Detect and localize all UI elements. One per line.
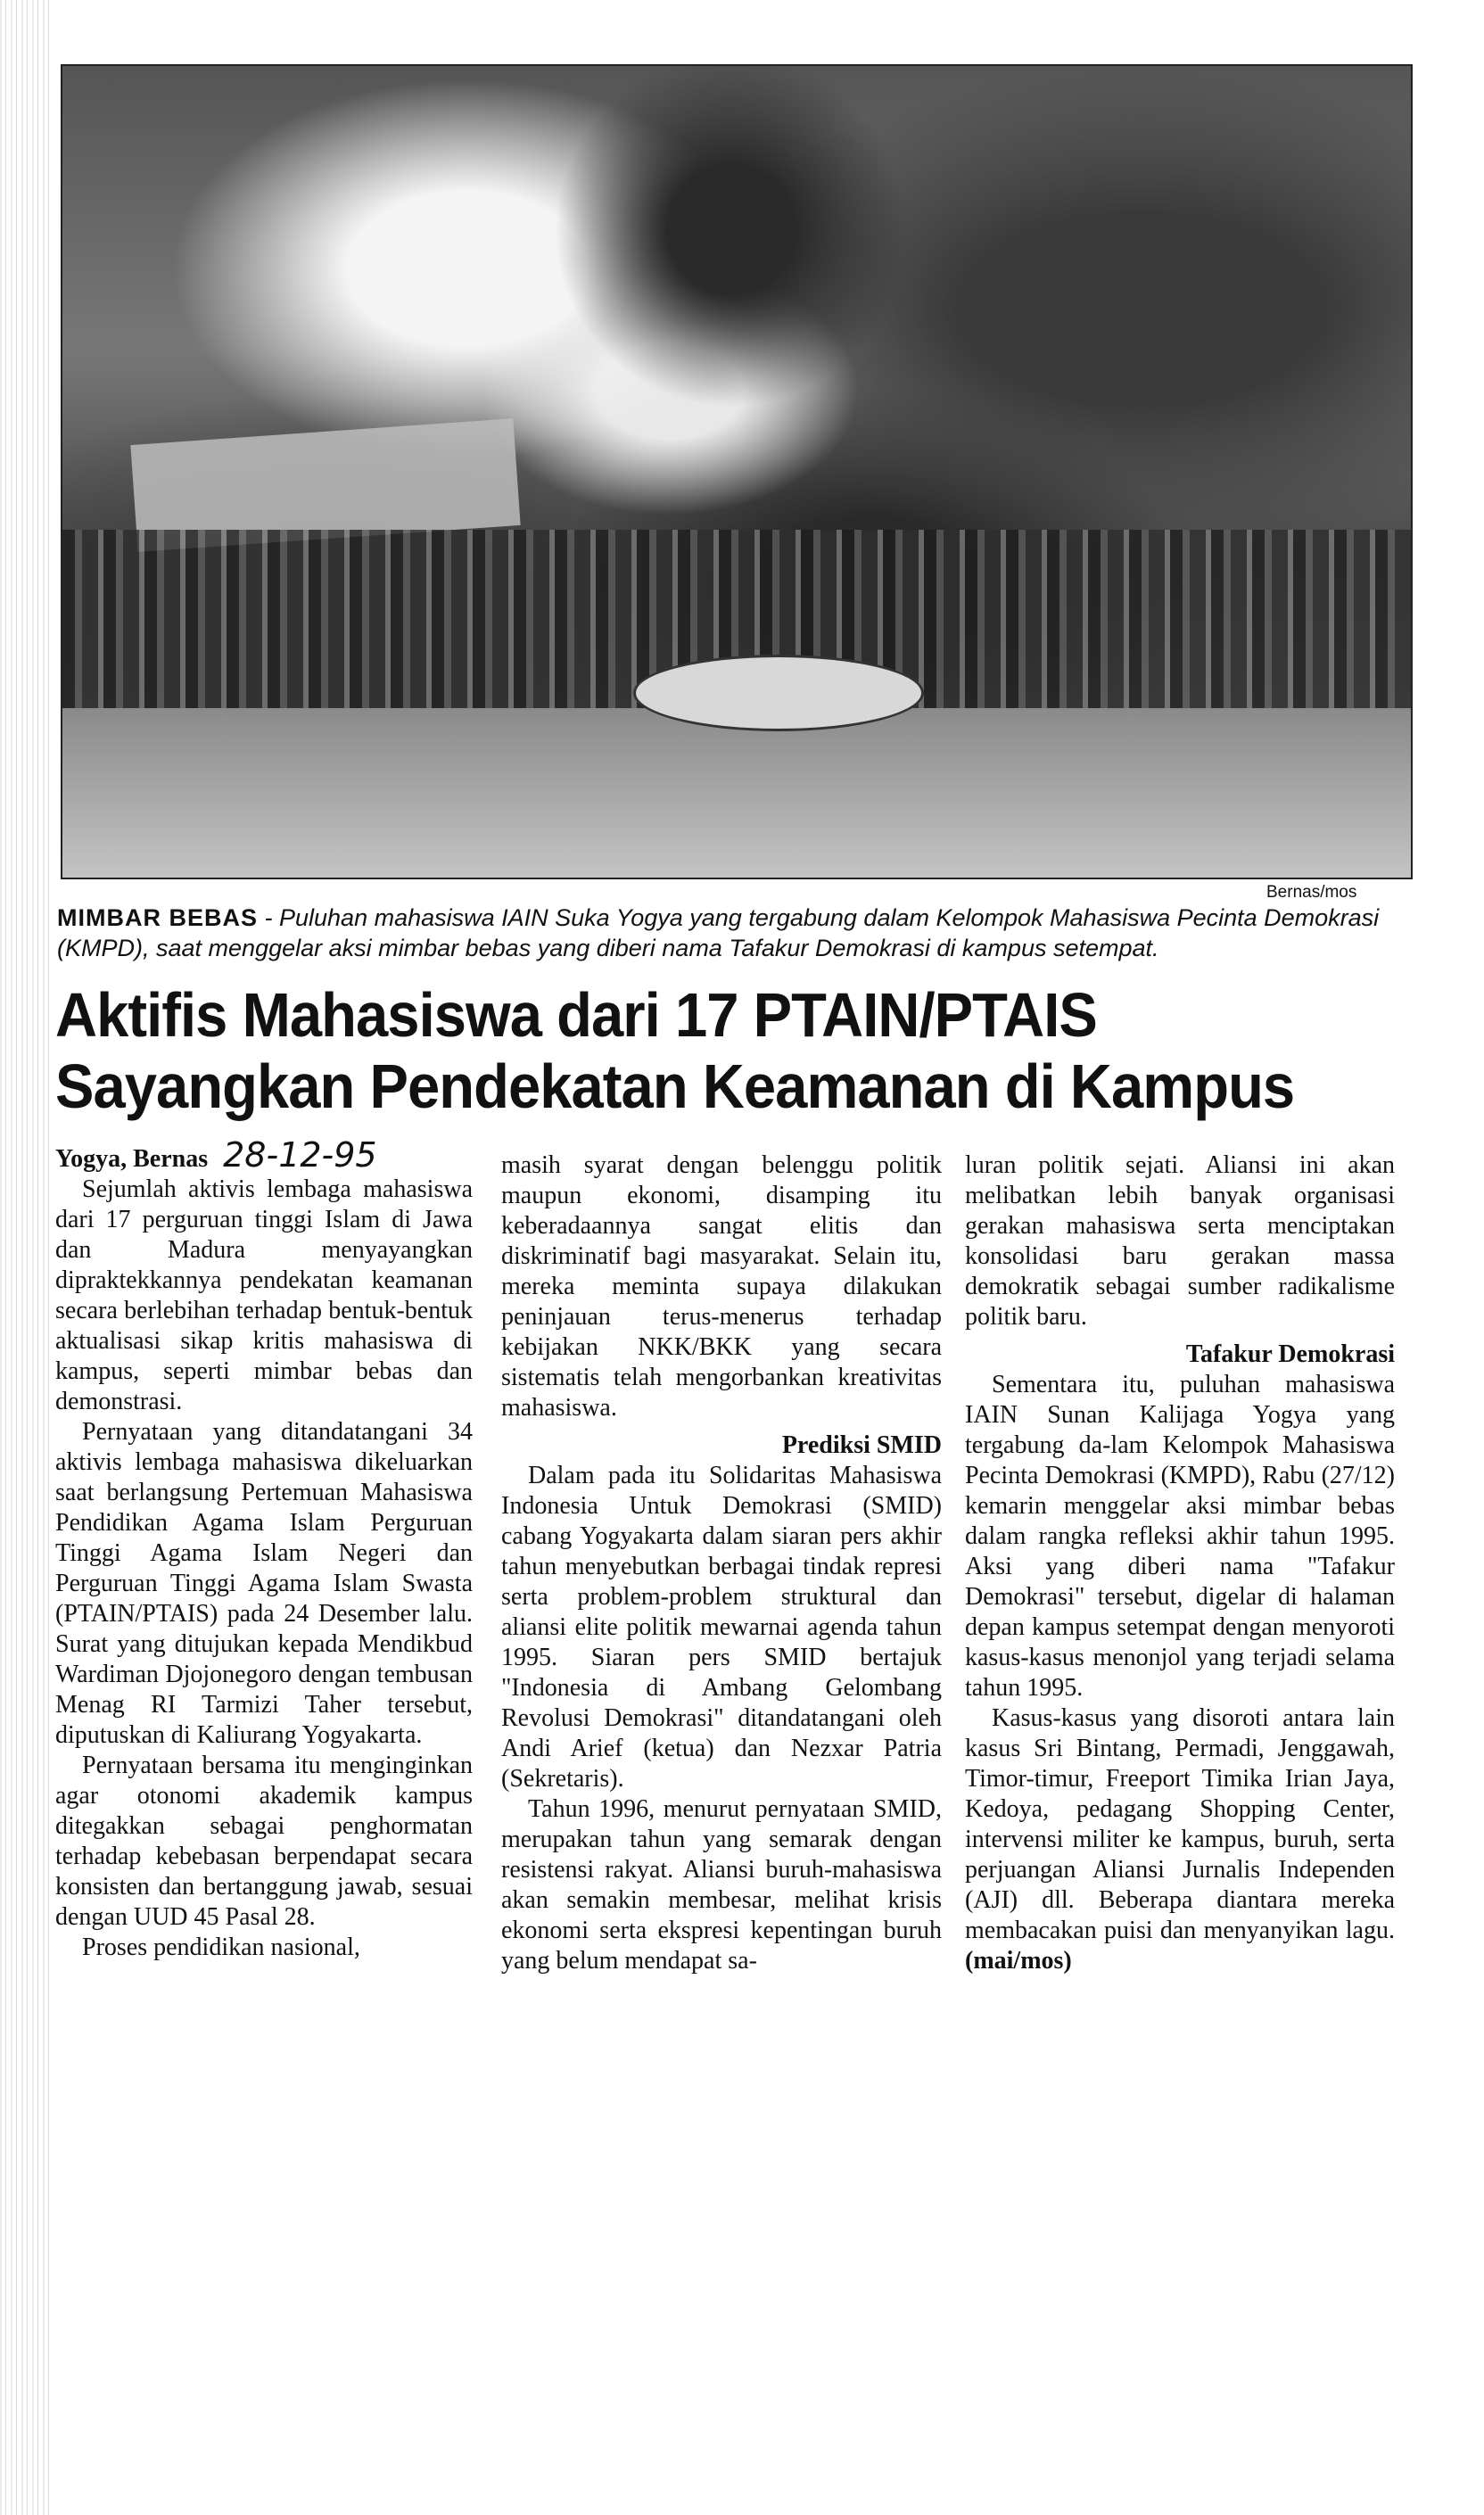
article-column-2	[501, 1150, 942, 1976]
subheading-tafakur-demokrasi: Tafakur Demokrasi	[1185, 1340, 1395, 1368]
paragraph: luran politik sejati. Aliansi ini akan melibatkan lebih banyak organisasi gerakan mahasiswa serta menciptakan konsolidasi baru gerakan massa demokratik sebagai sumber radikalisme politik baru.	[965, 1151, 1395, 1331]
protest-photo	[61, 64, 1413, 879]
paragraph: Tahun 1996, menurut pernyataan SMID, merupakan tahun yang semarak dengan resistensi rakyat. Aliansi buruh-mahasiswa akan semakin membesar, melihat krisis ekonomi serta ekspresi kepentingan buruh yang belum mendapat sa-	[501, 1795, 942, 1975]
paragraph-text: Kasus-kasus yang disoroti antara lain kasus Sri Bintang, Permadi, Jenggawah, Timor-timur, Freeport Timika Irian Jaya, Kedoya, pedagang Shopping Center, intervensi militer ke kampus, buruh, serta perjuangan Aliansi Jurnalis Independen (AJI) dll. Beberapa diantara mereka membacakan puisi dan menyanyikan lagu.	[965, 1704, 1395, 1944]
headline	[55, 979, 1349, 1122]
paragraph: Pernyataan bersama itu menginginkan agar otonomi akademik kampus ditegakkan sebagai penghormatan terhadap kebebasan berpendapat secara konsisten dan bertanggung jawab, sesuai dengan UUD 45 Pasal 28.	[55, 1752, 473, 1931]
dateline: Yogya, Bernas	[55, 1145, 209, 1173]
photo-credit: Bernas/mos	[1266, 883, 1357, 902]
author-signature: (mai/mos)	[965, 1947, 1072, 1975]
article-column-1	[55, 1135, 473, 1963]
paragraph: Sejumlah aktivis lembaga mahasiswa dari 17 perguruan tinggi Islam di Jawa dan Madura menyayangkan dipraktekkannya pendekatan keamanan secara berlebihan terhadap bentuk-bentuk aktualisasi sikap kritis mahasiswa di kampus, seperti mimbar bebas dan demonstrasi.	[55, 1175, 473, 1415]
fountain-shape	[633, 655, 924, 731]
caption-separator: -	[258, 904, 279, 931]
handwritten-date: 28-12-95	[223, 1135, 377, 1175]
paragraph: masih syarat dengan belenggu politik maupun ekonomi, disamping itu keberadaannya sangat elitis dan diskriminatif bagi masyarakat. Selain itu, mereka meminta supaya dilakukan peninjauan terus-menerus terhadap kebijakan NKK/BKK yang secara sistematis telah mengorbankan kreativitas mahasiswa.	[501, 1151, 942, 1422]
dateline-row	[55, 1135, 473, 1175]
subheading-prediksi-smid: Prediksi SMID	[781, 1431, 942, 1459]
caption-text: Puluhan mahasiswa IAIN Suka Yogya yang tergabung dalam Kelompok Mahasiswa Pecinta Demokrasi (KMPD), saat menggelar aksi mimbar bebas yang diberi nama Tafakur Demokrasi di kampus setempat.	[57, 904, 1380, 961]
paragraph-final	[965, 1703, 1395, 1976]
paragraph: Pernyataan yang ditandatangani 34 aktivis lembaga mahasiswa dikeluarkan saat berlangsung Pertemuan Mahasiswa Pendidikan Agama Islam Perguruan Tinggi Agama Islam Negeri dan Perguruan Tinggi Agama Islam Swasta (PTAIN/PTAIS) pada 24 Desember lalu. Surat yang ditujukan kepada Mendikbud Wardiman Djojonegoro dengan tembusan Menag RI Tarmizi Taher tersebut, diputuskan di Kaliurang Yogyakarta.	[55, 1418, 473, 1749]
tree-silhouette	[526, 66, 936, 476]
headline-line-2: Sayangkan Pendekatan Keamanan di Kampus	[55, 1051, 1295, 1121]
ground-area	[62, 708, 1411, 878]
paragraph: Dalam pada itu Solidaritas Mahasiswa Indonesia Untuk Demokrasi (SMID) cabang Yogyakarta dalam siaran pers akhir tahun menyebutkan berbagai tindak represi serta problem-problem struktural dan aliansi elite politik mewarnai agenda tahun 1995. Siaran pers SMID bertajuk "Indonesia di Ambang Gelombang Revolusi Demokrasi" ditandatangani oleh Andi Arief (ketua) dan Nezxar Patria (Sekretaris).	[501, 1462, 942, 1793]
photo-caption	[57, 903, 1413, 963]
paragraph: Proses pendidikan nasional,	[82, 1934, 360, 1961]
paragraph: Sementara itu, puluhan mahasiswa IAIN Sunan Kalijaga Yogya yang tergabung da-lam Kelompok Mahasiswa Pecinta Demokrasi (KMPD), Rabu (27/12) kemarin menggelar aksi mimbar bebas dalam rangka refleksi akhir tahun 1995. Aksi yang diberi nama "Tafakur Demokrasi" tersebut, digelar di halaman depan kampus setempat dengan menyoroti kasus-kasus menonjol yang terjadi selama tahun 1995.	[965, 1371, 1395, 1702]
scan-edge-noise	[0, 0, 54, 2515]
caption-lead: MIMBAR BEBAS	[57, 904, 258, 931]
article-column-3	[965, 1150, 1395, 1976]
headline-line-1: Aktifis Mahasiswa dari 17 PTAIN/PTAIS	[55, 980, 1097, 1050]
